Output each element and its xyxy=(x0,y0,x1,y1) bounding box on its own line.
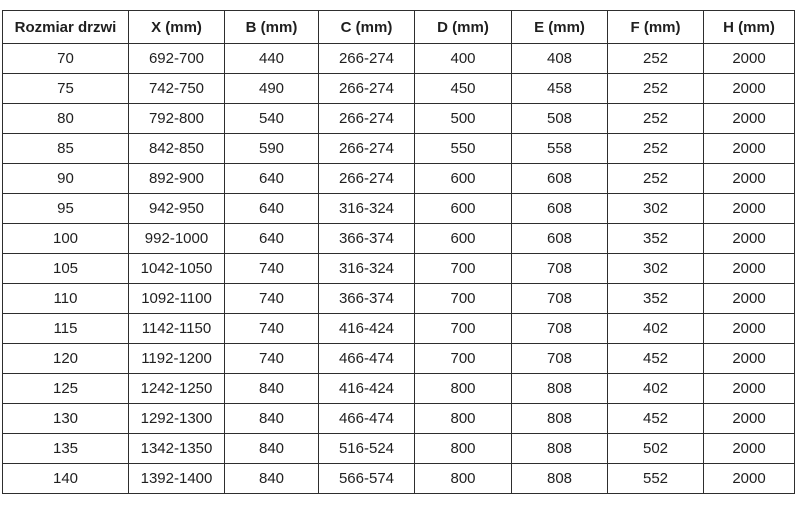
table-cell: 1192-1200 xyxy=(129,344,225,374)
table-cell: 2000 xyxy=(704,284,795,314)
column-header: B (mm) xyxy=(225,11,319,44)
table-cell: 130 xyxy=(3,404,129,434)
table-cell: 2000 xyxy=(704,464,795,494)
table-cell: 608 xyxy=(512,224,608,254)
table-cell: 800 xyxy=(415,374,512,404)
table-cell: 366-374 xyxy=(319,284,415,314)
table-cell: 110 xyxy=(3,284,129,314)
table-cell: 552 xyxy=(608,464,704,494)
table-cell: 800 xyxy=(415,434,512,464)
table-cell: 452 xyxy=(608,344,704,374)
table-cell: 2000 xyxy=(704,134,795,164)
table-cell: 550 xyxy=(415,134,512,164)
table-cell: 792-800 xyxy=(129,104,225,134)
table-cell: 708 xyxy=(512,344,608,374)
column-header: D (mm) xyxy=(415,11,512,44)
table-cell: 316-324 xyxy=(319,194,415,224)
table-cell: 135 xyxy=(3,434,129,464)
table-cell: 708 xyxy=(512,314,608,344)
column-header: E (mm) xyxy=(512,11,608,44)
table-cell: 2000 xyxy=(704,224,795,254)
table-cell: 466-474 xyxy=(319,344,415,374)
table-cell: 95 xyxy=(3,194,129,224)
table-cell: 266-274 xyxy=(319,164,415,194)
table-cell: 600 xyxy=(415,164,512,194)
door-size-table-container xyxy=(2,10,794,494)
table-cell: 992-1000 xyxy=(129,224,225,254)
table-cell: 842-850 xyxy=(129,134,225,164)
table-cell: 942-950 xyxy=(129,194,225,224)
table-cell: 402 xyxy=(608,314,704,344)
table-cell: 540 xyxy=(225,104,319,134)
table-cell: 608 xyxy=(512,164,608,194)
table-cell: 700 xyxy=(415,344,512,374)
table-row xyxy=(3,374,795,404)
table-cell: 100 xyxy=(3,224,129,254)
table-cell: 140 xyxy=(3,464,129,494)
table-cell: 508 xyxy=(512,104,608,134)
table-cell: 2000 xyxy=(704,404,795,434)
table-cell: 742-750 xyxy=(129,74,225,104)
table-cell: 352 xyxy=(608,284,704,314)
table-row xyxy=(3,314,795,344)
table-cell: 366-374 xyxy=(319,224,415,254)
table-cell: 892-900 xyxy=(129,164,225,194)
table-row xyxy=(3,284,795,314)
table-cell: 266-274 xyxy=(319,74,415,104)
table-cell: 740 xyxy=(225,284,319,314)
table-cell: 450 xyxy=(415,74,512,104)
table-cell: 840 xyxy=(225,434,319,464)
table-cell: 800 xyxy=(415,404,512,434)
table-cell: 700 xyxy=(415,284,512,314)
table-cell: 840 xyxy=(225,374,319,404)
column-header: C (mm) xyxy=(319,11,415,44)
table-cell: 516-524 xyxy=(319,434,415,464)
table-row xyxy=(3,434,795,464)
table-cell: 2000 xyxy=(704,374,795,404)
table-row xyxy=(3,224,795,254)
table-cell: 2000 xyxy=(704,74,795,104)
table-cell: 1342-1350 xyxy=(129,434,225,464)
table-cell: 800 xyxy=(415,464,512,494)
table-cell: 740 xyxy=(225,254,319,284)
table-cell: 808 xyxy=(512,434,608,464)
table-cell: 452 xyxy=(608,404,704,434)
table-row xyxy=(3,164,795,194)
table-cell: 708 xyxy=(512,254,608,284)
table-cell: 1392-1400 xyxy=(129,464,225,494)
table-cell: 252 xyxy=(608,74,704,104)
table-cell: 600 xyxy=(415,224,512,254)
table-cell: 85 xyxy=(3,134,129,164)
table-cell: 740 xyxy=(225,344,319,374)
table-cell: 416-424 xyxy=(319,374,415,404)
table-cell: 252 xyxy=(608,164,704,194)
table-cell: 558 xyxy=(512,134,608,164)
table-cell: 700 xyxy=(415,314,512,344)
table-cell: 2000 xyxy=(704,314,795,344)
table-cell: 266-274 xyxy=(319,104,415,134)
table-cell: 640 xyxy=(225,194,319,224)
table-cell: 2000 xyxy=(704,194,795,224)
table-cell: 466-474 xyxy=(319,404,415,434)
table-cell: 2000 xyxy=(704,164,795,194)
header-row xyxy=(3,11,795,44)
table-cell: 90 xyxy=(3,164,129,194)
table-row xyxy=(3,74,795,104)
table-cell: 416-424 xyxy=(319,314,415,344)
table-cell: 608 xyxy=(512,194,608,224)
table-cell: 252 xyxy=(608,134,704,164)
column-header: X (mm) xyxy=(129,11,225,44)
table-cell: 266-274 xyxy=(319,134,415,164)
table-row xyxy=(3,404,795,434)
table-cell: 252 xyxy=(608,104,704,134)
table-cell: 590 xyxy=(225,134,319,164)
table-cell: 692-700 xyxy=(129,44,225,74)
table-cell: 70 xyxy=(3,44,129,74)
table-cell: 2000 xyxy=(704,104,795,134)
table-cell: 1292-1300 xyxy=(129,404,225,434)
table-cell: 708 xyxy=(512,284,608,314)
table-cell: 1142-1150 xyxy=(129,314,225,344)
table-cell: 115 xyxy=(3,314,129,344)
table-cell: 266-274 xyxy=(319,44,415,74)
table-cell: 252 xyxy=(608,44,704,74)
table-cell: 1092-1100 xyxy=(129,284,225,314)
table-row xyxy=(3,344,795,374)
door-size-table xyxy=(2,10,795,494)
table-cell: 2000 xyxy=(704,44,795,74)
table-row xyxy=(3,194,795,224)
table-row xyxy=(3,44,795,74)
table-cell: 808 xyxy=(512,374,608,404)
table-cell: 1042-1050 xyxy=(129,254,225,284)
table-cell: 458 xyxy=(512,74,608,104)
table-cell: 125 xyxy=(3,374,129,404)
table-cell: 700 xyxy=(415,254,512,284)
table-row xyxy=(3,104,795,134)
table-cell: 402 xyxy=(608,374,704,404)
table-cell: 808 xyxy=(512,404,608,434)
table-cell: 2000 xyxy=(704,254,795,284)
table-cell: 490 xyxy=(225,74,319,104)
table-cell: 75 xyxy=(3,74,129,104)
table-cell: 400 xyxy=(415,44,512,74)
table-cell: 840 xyxy=(225,464,319,494)
table-row xyxy=(3,254,795,284)
table-cell: 640 xyxy=(225,164,319,194)
table-cell: 352 xyxy=(608,224,704,254)
table-cell: 600 xyxy=(415,194,512,224)
table-cell: 302 xyxy=(608,254,704,284)
table-cell: 80 xyxy=(3,104,129,134)
table-cell: 408 xyxy=(512,44,608,74)
table-cell: 840 xyxy=(225,404,319,434)
table-cell: 440 xyxy=(225,44,319,74)
table-cell: 2000 xyxy=(704,344,795,374)
table-cell: 566-574 xyxy=(319,464,415,494)
table-cell: 1242-1250 xyxy=(129,374,225,404)
table-cell: 120 xyxy=(3,344,129,374)
table-row xyxy=(3,134,795,164)
table-cell: 105 xyxy=(3,254,129,284)
column-header: F (mm) xyxy=(608,11,704,44)
column-header: H (mm) xyxy=(704,11,795,44)
table-cell: 316-324 xyxy=(319,254,415,284)
table-cell: 502 xyxy=(608,434,704,464)
table-cell: 302 xyxy=(608,194,704,224)
table-cell: 2000 xyxy=(704,434,795,464)
table-cell: 640 xyxy=(225,224,319,254)
table-cell: 808 xyxy=(512,464,608,494)
table-cell: 500 xyxy=(415,104,512,134)
table-body xyxy=(3,44,795,494)
table-row xyxy=(3,464,795,494)
table-cell: 740 xyxy=(225,314,319,344)
column-header: Rozmiar drzwi xyxy=(3,11,129,44)
